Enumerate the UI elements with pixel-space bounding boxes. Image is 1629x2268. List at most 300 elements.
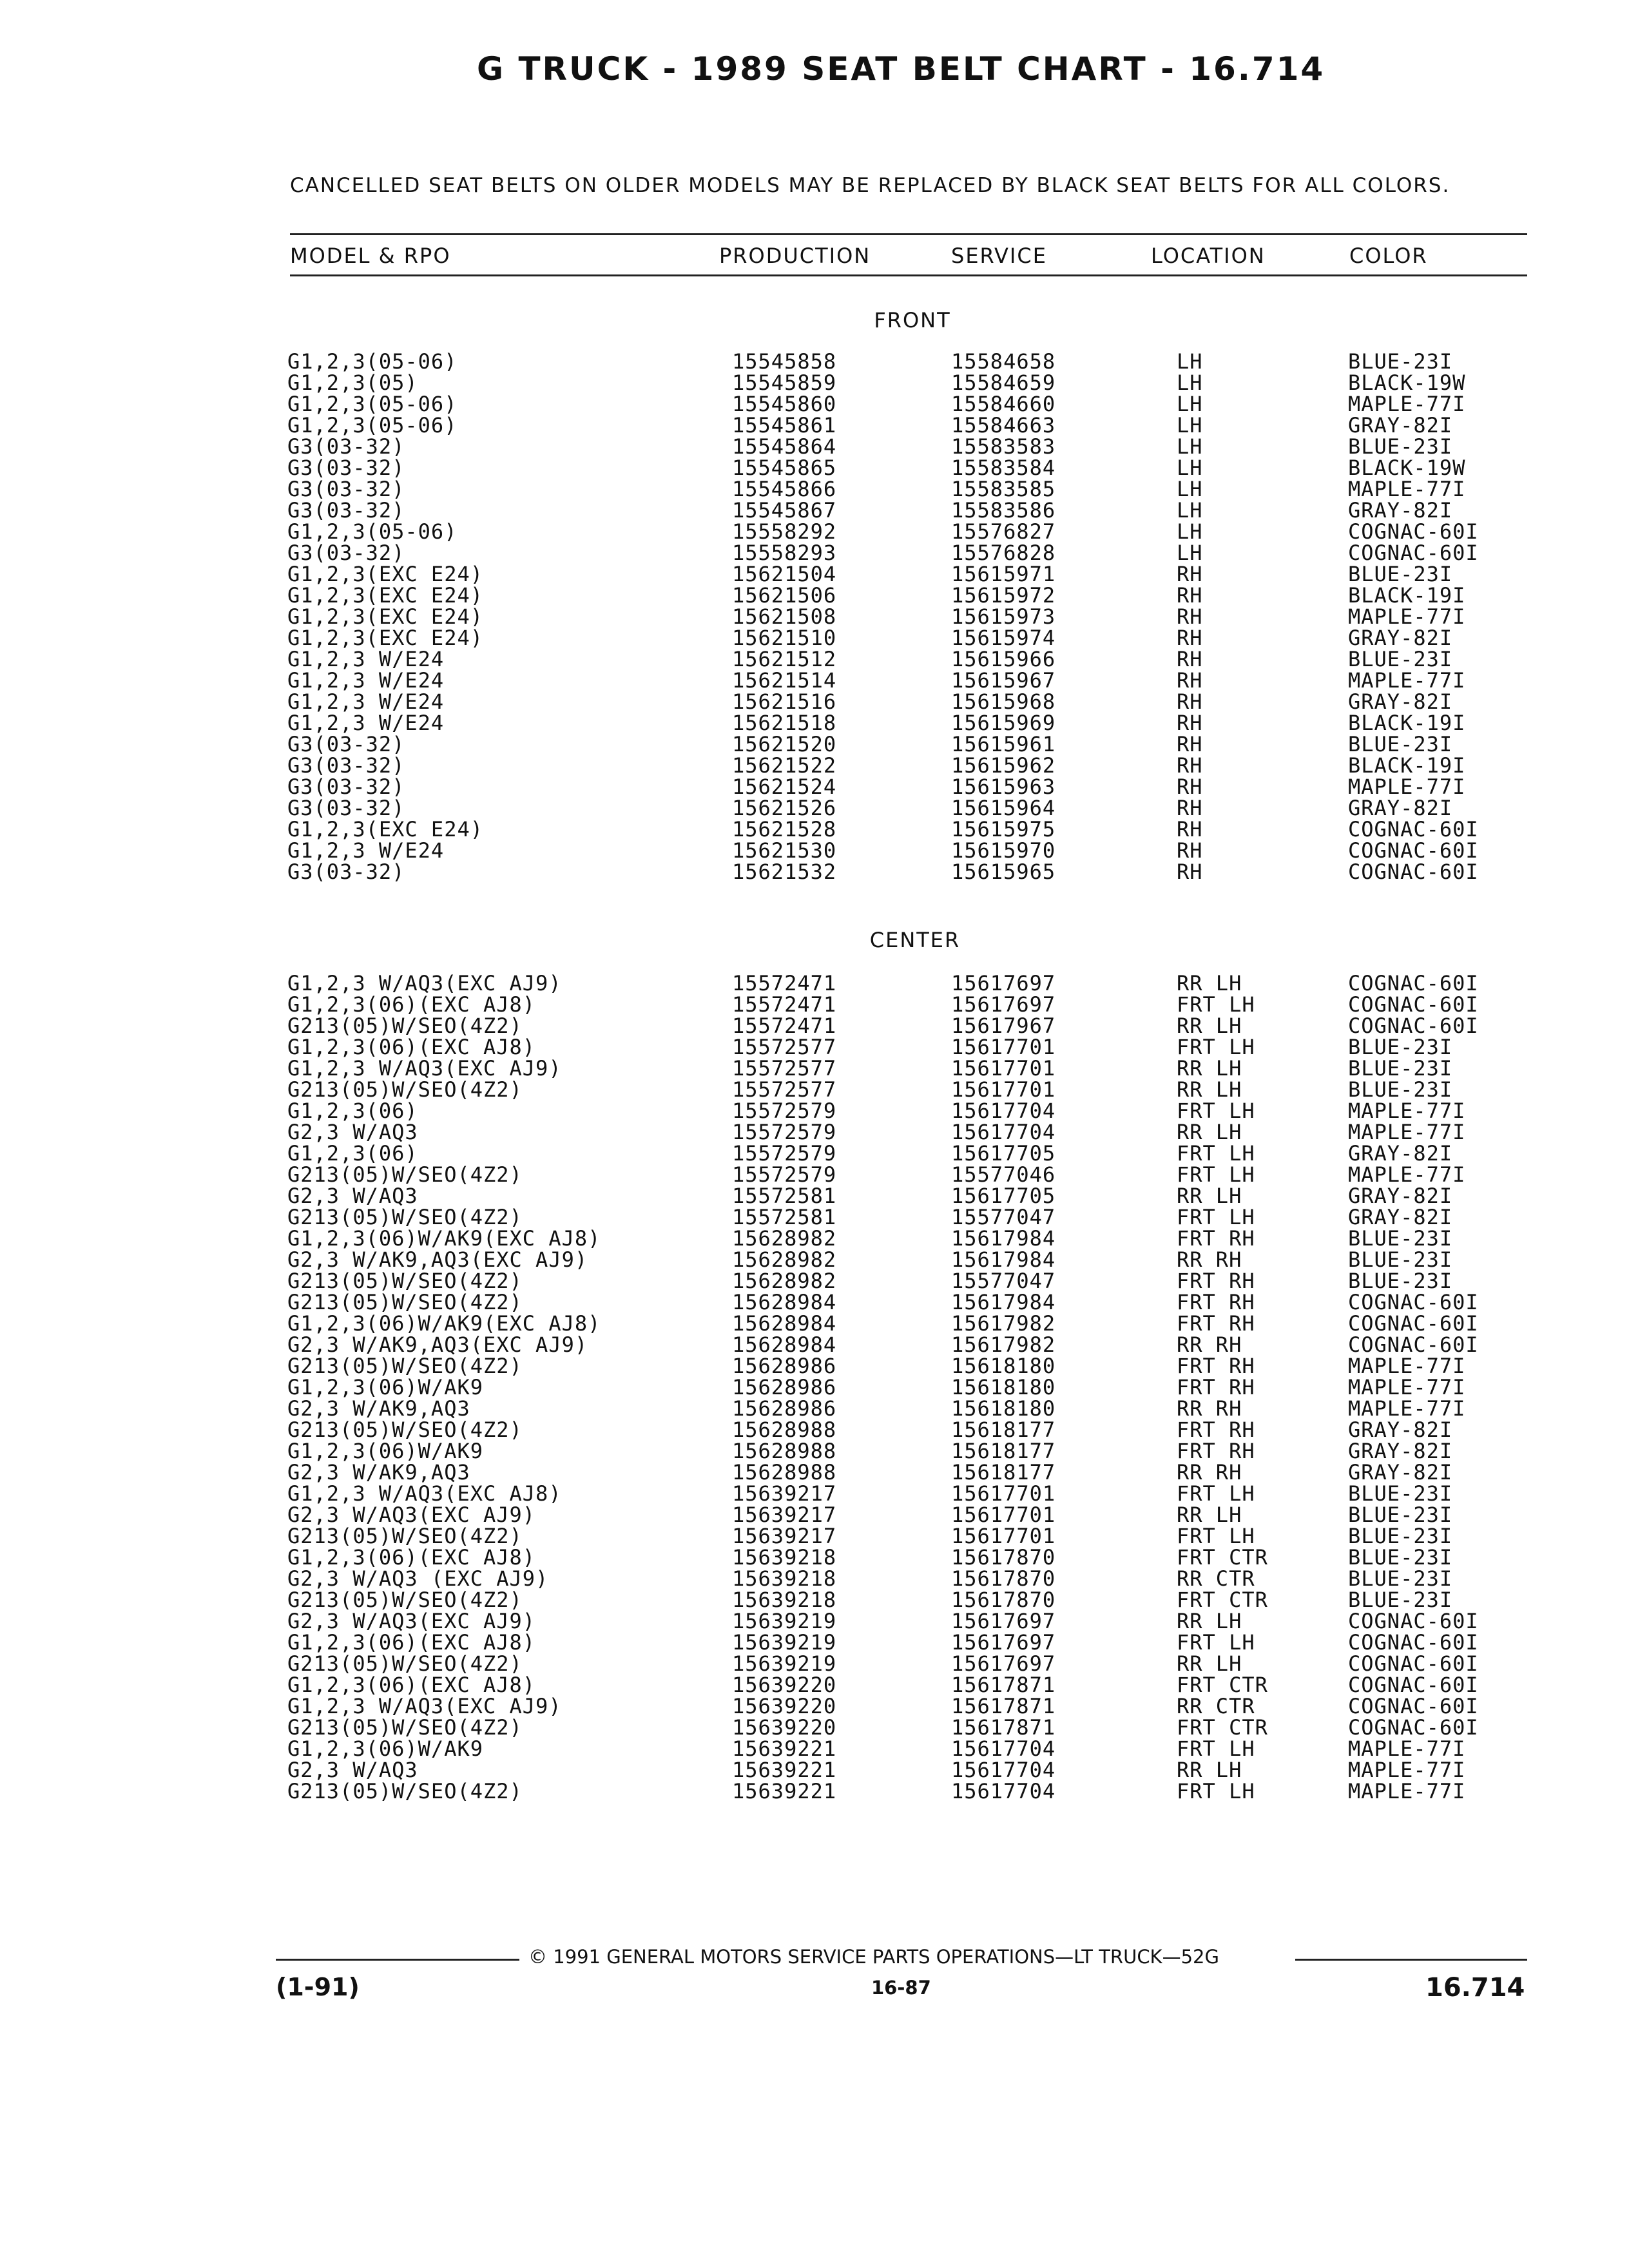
model-cell: G3(03-32) — [287, 732, 405, 756]
color-cell: BLUE-23I — [1348, 1056, 1453, 1081]
model-cell: G1,2,3(06) — [287, 1099, 418, 1123]
table-row — [287, 1143, 1537, 1164]
service-cell: 15615968 — [951, 689, 1056, 714]
service-cell: 15617701 — [951, 1077, 1056, 1102]
color-cell: MAPLE-77I — [1348, 1396, 1466, 1421]
color-cell: BLUE-23I — [1348, 1566, 1453, 1591]
color-cell: MAPLE-77I — [1348, 392, 1466, 416]
service-cell: 15615969 — [951, 711, 1056, 735]
table-row — [287, 1441, 1537, 1462]
table-row — [287, 1356, 1537, 1377]
service-cell: 15617697 — [951, 992, 1056, 1017]
service-cell: 15617701 — [951, 1503, 1056, 1527]
service-cell: 15617701 — [951, 1524, 1056, 1548]
color-cell: BLUE-23I — [1348, 1524, 1453, 1548]
color-cell: GRAY-82I — [1348, 1439, 1453, 1463]
service-cell: 15617697 — [951, 971, 1056, 995]
color-cell: BLACK-19I — [1348, 753, 1466, 778]
color-cell: BLUE-23I — [1348, 434, 1453, 459]
production-cell: 15621510 — [732, 626, 837, 650]
production-cell: 15621514 — [732, 668, 837, 693]
color-cell: GRAY-82I — [1348, 413, 1453, 437]
production-cell: 15572471 — [732, 971, 837, 995]
service-cell: 15615965 — [951, 860, 1056, 884]
location-cell: FRT RH — [1177, 1375, 1255, 1399]
table-row — [287, 1186, 1537, 1207]
location-cell: RH — [1177, 604, 1203, 629]
model-cell: G213(05)W/SEO(4Z2) — [287, 1290, 523, 1314]
color-cell: MAPLE-77I — [1348, 1162, 1466, 1187]
table-row — [287, 1419, 1537, 1441]
table-row — [287, 543, 1537, 564]
model-cell: G2,3 W/AK9,AQ3(EXC AJ9) — [287, 1332, 588, 1357]
location-cell: FRT RH — [1177, 1439, 1255, 1463]
location-cell: LH — [1177, 498, 1203, 523]
service-cell: 15615967 — [951, 668, 1056, 693]
production-cell: 15639220 — [732, 1715, 837, 1740]
location-cell: FRT LH — [1177, 992, 1255, 1017]
model-cell: G2,3 W/AQ3 — [287, 1758, 418, 1782]
table-row — [287, 1696, 1537, 1717]
model-cell: G2,3 W/AK9,AQ3 — [287, 1396, 470, 1421]
service-cell: 15584663 — [951, 413, 1056, 437]
location-cell: FRT RH — [1177, 1354, 1255, 1378]
location-cell: FRT LH — [1177, 1205, 1255, 1229]
model-cell: G213(05)W/SEO(4Z2) — [287, 1269, 523, 1293]
service-cell: 15618177 — [951, 1418, 1056, 1442]
production-cell: 15621512 — [732, 647, 837, 671]
location-cell: RR LH — [1177, 1609, 1242, 1633]
model-cell: G1,2,3(EXC E24) — [287, 562, 483, 586]
header-top-rule — [290, 233, 1527, 235]
model-cell: G1,2,3(06)W/AK9(EXC AJ8) — [287, 1311, 601, 1336]
color-cell: MAPLE-77I — [1348, 604, 1466, 629]
location-cell: RR RH — [1177, 1247, 1242, 1272]
location-cell: RH — [1177, 838, 1203, 863]
location-cell: RR RH — [1177, 1396, 1242, 1421]
service-cell: 15618180 — [951, 1396, 1056, 1421]
production-cell: 15572471 — [732, 992, 837, 1017]
model-cell: G1,2,3 W/AQ3(EXC AJ9) — [287, 1694, 562, 1718]
service-cell: 15617705 — [951, 1184, 1056, 1208]
production-cell: 15572577 — [732, 1077, 837, 1102]
color-cell: COGNAC-60I — [1348, 1014, 1479, 1038]
location-cell: LH — [1177, 456, 1203, 480]
service-cell: 15583586 — [951, 498, 1056, 523]
location-cell: LH — [1177, 349, 1203, 374]
table-row — [287, 1334, 1537, 1356]
color-cell: BLUE-23I — [1348, 1481, 1453, 1506]
table-row — [287, 1164, 1537, 1186]
service-cell: 15615973 — [951, 604, 1056, 629]
table-row — [287, 713, 1537, 734]
location-cell: RR LH — [1177, 1651, 1242, 1676]
color-cell: COGNAC-60I — [1348, 992, 1479, 1017]
production-cell: 15545866 — [732, 477, 837, 501]
table-row — [287, 1504, 1537, 1526]
location-cell: LH — [1177, 477, 1203, 501]
model-cell: G1,2,3(06)(EXC AJ8) — [287, 1035, 536, 1059]
color-cell: COGNAC-60I — [1348, 1715, 1479, 1740]
table-row — [287, 585, 1537, 606]
color-cell: MAPLE-77I — [1348, 668, 1466, 693]
color-cell: COGNAC-60I — [1348, 541, 1479, 565]
color-cell: MAPLE-77I — [1348, 1120, 1466, 1144]
table-row — [287, 394, 1537, 415]
service-cell: 15617871 — [951, 1673, 1056, 1697]
production-cell: 15621524 — [732, 774, 837, 799]
color-cell: BLUE-23I — [1348, 1247, 1453, 1272]
color-cell: COGNAC-60I — [1348, 860, 1479, 884]
center-table — [287, 973, 1537, 1802]
table-row — [287, 606, 1537, 628]
table-row — [287, 1058, 1537, 1079]
production-cell: 15639217 — [732, 1481, 837, 1506]
color-cell: BLACK-19W — [1348, 456, 1466, 480]
service-cell: 15617704 — [951, 1099, 1056, 1123]
service-cell: 15617701 — [951, 1481, 1056, 1506]
table-row — [287, 1760, 1537, 1781]
service-cell: 15617967 — [951, 1014, 1056, 1038]
location-cell: LH — [1177, 519, 1203, 544]
production-cell: 15572471 — [732, 1014, 837, 1038]
service-cell: 15617871 — [951, 1694, 1056, 1718]
color-cell: COGNAC-60I — [1348, 1651, 1479, 1676]
color-cell: GRAY-82I — [1348, 498, 1453, 523]
production-cell: 15628988 — [732, 1460, 837, 1485]
location-cell: RH — [1177, 647, 1203, 671]
production-cell: 15639221 — [732, 1758, 837, 1782]
production-cell: 15639219 — [732, 1630, 837, 1655]
production-cell: 15621528 — [732, 817, 837, 841]
location-cell: LH — [1177, 541, 1203, 565]
service-cell: 15617704 — [951, 1779, 1056, 1803]
model-cell: G1,2,3(EXC E24) — [287, 583, 483, 608]
front-table — [287, 351, 1537, 883]
location-cell: FRT CTR — [1177, 1715, 1268, 1740]
color-cell: BLUE-23I — [1348, 1503, 1453, 1527]
production-cell: 15545859 — [732, 370, 837, 395]
table-row — [287, 798, 1537, 819]
footer-revision-date: (1-91) — [276, 1973, 360, 2001]
table-row — [287, 372, 1537, 394]
table-row — [287, 628, 1537, 649]
color-cell: MAPLE-77I — [1348, 1099, 1466, 1123]
table-row — [287, 1271, 1537, 1292]
production-cell: 15628986 — [732, 1396, 837, 1421]
location-cell: RR LH — [1177, 971, 1242, 995]
service-cell: 15617704 — [951, 1758, 1056, 1782]
model-cell: G213(05)W/SEO(4Z2) — [287, 1524, 523, 1548]
service-cell: 15617704 — [951, 1120, 1056, 1144]
model-cell: G1,2,3(EXC E24) — [287, 626, 483, 650]
model-cell: G213(05)W/SEO(4Z2) — [287, 1162, 523, 1187]
production-cell: 15558292 — [732, 519, 837, 544]
model-cell: G2,3 W/AK9,AQ3(EXC AJ9) — [287, 1247, 588, 1272]
header-bottom-rule — [290, 274, 1527, 276]
production-cell: 15639218 — [732, 1545, 837, 1570]
location-cell: RR LH — [1177, 1014, 1242, 1038]
service-cell: 15577047 — [951, 1205, 1056, 1229]
production-cell: 15572577 — [732, 1056, 837, 1081]
production-cell: 15628988 — [732, 1418, 837, 1442]
location-cell: LH — [1177, 370, 1203, 395]
color-cell: GRAY-82I — [1348, 689, 1453, 714]
service-cell: 15615970 — [951, 838, 1056, 863]
table-row — [287, 1100, 1537, 1122]
header-color: COLOR — [1349, 244, 1428, 268]
service-cell: 15618177 — [951, 1460, 1056, 1485]
model-cell: G213(05)W/SEO(4Z2) — [287, 1588, 523, 1612]
color-cell: BLACK-19I — [1348, 711, 1466, 735]
model-cell: G3(03-32) — [287, 796, 405, 820]
production-cell: 15639219 — [732, 1609, 837, 1633]
production-cell: 15628984 — [732, 1290, 837, 1314]
model-cell: G2,3 W/AQ3 (EXC AJ9) — [287, 1566, 549, 1591]
model-cell: G1,2,3(06)(EXC AJ8) — [287, 1630, 536, 1655]
footer-page-number: 16-87 — [871, 1977, 931, 1999]
production-cell: 15621504 — [732, 562, 837, 586]
production-cell: 15639218 — [732, 1566, 837, 1591]
service-cell: 15615974 — [951, 626, 1056, 650]
location-cell: RR LH — [1177, 1184, 1242, 1208]
production-cell: 15621508 — [732, 604, 837, 629]
location-cell: FRT LH — [1177, 1481, 1255, 1506]
model-cell: G1,2,3(06)W/AK9 — [287, 1375, 483, 1399]
production-cell: 15628984 — [732, 1332, 837, 1357]
model-cell: G1,2,3 W/E24 — [287, 711, 445, 735]
location-cell: FRT CTR — [1177, 1545, 1268, 1570]
table-row — [287, 1037, 1537, 1058]
table-row — [287, 994, 1537, 1015]
model-cell: G3(03-32) — [287, 541, 405, 565]
production-cell: 15572577 — [732, 1035, 837, 1059]
service-cell: 15617697 — [951, 1651, 1056, 1676]
production-cell: 15572579 — [732, 1162, 837, 1187]
table-row — [287, 1079, 1537, 1100]
production-cell: 15621520 — [732, 732, 837, 756]
model-cell: G213(05)W/SEO(4Z2) — [287, 1651, 523, 1676]
location-cell: FRT LH — [1177, 1736, 1255, 1761]
location-cell: FRT LH — [1177, 1630, 1255, 1655]
model-cell: G1,2,3 W/AQ3(EXC AJ9) — [287, 971, 562, 995]
service-cell: 15617870 — [951, 1566, 1056, 1591]
production-cell: 15628984 — [732, 1311, 837, 1336]
location-cell: RR LH — [1177, 1120, 1242, 1144]
location-cell: RH — [1177, 689, 1203, 714]
table-row — [287, 1122, 1537, 1143]
page-title: G TRUCK - 1989 SEAT BELT CHART - 16.714 — [477, 50, 1325, 88]
location-cell: RR LH — [1177, 1056, 1242, 1081]
location-cell: RH — [1177, 774, 1203, 799]
color-cell: MAPLE-77I — [1348, 1779, 1466, 1803]
header-production: PRODUCTION — [719, 244, 871, 268]
cancelled-belts-note: CANCELLED SEAT BELTS ON OLDER MODELS MAY BE REPLACED BY BLACK SEAT BELTS FOR ALL COLORS. — [290, 174, 1451, 197]
color-cell: MAPLE-77I — [1348, 1375, 1466, 1399]
location-cell: LH — [1177, 392, 1203, 416]
table-row — [287, 1377, 1537, 1398]
production-cell: 15572579 — [732, 1099, 837, 1123]
table-row — [287, 734, 1537, 755]
footer-rule-right — [1295, 1959, 1527, 1961]
color-cell: GRAY-82I — [1348, 1460, 1453, 1485]
production-cell: 15628982 — [732, 1247, 837, 1272]
table-row — [287, 670, 1537, 691]
table-row — [287, 1249, 1537, 1271]
model-cell: G3(03-32) — [287, 477, 405, 501]
service-cell: 15584659 — [951, 370, 1056, 395]
table-row — [287, 1717, 1537, 1738]
service-cell: 15583583 — [951, 434, 1056, 459]
location-cell: FRT RH — [1177, 1269, 1255, 1293]
model-cell: G1,2,3 W/E24 — [287, 668, 445, 693]
color-cell: BLUE-23I — [1348, 562, 1453, 586]
production-cell: 15639221 — [732, 1736, 837, 1761]
color-cell: BLUE-23I — [1348, 1269, 1453, 1293]
location-cell: RR CTR — [1177, 1566, 1255, 1591]
table-row — [287, 500, 1537, 521]
table-row — [287, 1398, 1537, 1419]
color-cell: BLUE-23I — [1348, 1077, 1453, 1102]
service-cell: 15617705 — [951, 1141, 1056, 1166]
table-row — [287, 1292, 1537, 1313]
table-row — [287, 1526, 1537, 1547]
model-cell: G1,2,3(05-06) — [287, 413, 458, 437]
table-row — [287, 1738, 1537, 1760]
header-location: LOCATION — [1151, 244, 1266, 268]
location-cell: RR LH — [1177, 1077, 1242, 1102]
color-cell: COGNAC-60I — [1348, 1673, 1479, 1697]
table-row — [287, 1675, 1537, 1696]
table-row — [287, 1653, 1537, 1675]
production-cell: 15545864 — [732, 434, 837, 459]
color-cell: BLACK-19I — [1348, 583, 1466, 608]
section-label-front: FRONT — [874, 308, 951, 332]
location-cell: RH — [1177, 562, 1203, 586]
color-cell: GRAY-82I — [1348, 1184, 1453, 1208]
table-row — [287, 1462, 1537, 1483]
location-cell: FRT RH — [1177, 1226, 1255, 1251]
production-cell: 15621532 — [732, 860, 837, 884]
table-row — [287, 819, 1537, 840]
production-cell: 15621518 — [732, 711, 837, 735]
production-cell: 15639218 — [732, 1588, 837, 1612]
location-cell: RH — [1177, 626, 1203, 650]
model-cell: G2,3 W/AQ3(EXC AJ9) — [287, 1503, 536, 1527]
color-cell: GRAY-82I — [1348, 1141, 1453, 1166]
service-cell: 15583584 — [951, 456, 1056, 480]
footer-section-number: 16.714 — [1425, 1973, 1525, 2003]
model-cell: G213(05)W/SEO(4Z2) — [287, 1418, 523, 1442]
color-cell: COGNAC-60I — [1348, 971, 1479, 995]
production-cell: 15572581 — [732, 1205, 837, 1229]
service-cell: 15617982 — [951, 1332, 1056, 1357]
table-row — [287, 1590, 1537, 1611]
color-cell: MAPLE-77I — [1348, 1354, 1466, 1378]
table-row — [287, 649, 1537, 670]
color-cell: COGNAC-60I — [1348, 1332, 1479, 1357]
model-cell: G1,2,3 W/AQ3(EXC AJ8) — [287, 1481, 562, 1506]
table-row — [287, 1207, 1537, 1228]
model-cell: G3(03-32) — [287, 860, 405, 884]
service-cell: 15583585 — [951, 477, 1056, 501]
production-cell: 15545861 — [732, 413, 837, 437]
service-cell: 15618180 — [951, 1354, 1056, 1378]
model-cell: G2,3 W/AK9,AQ3 — [287, 1460, 470, 1485]
model-cell: G3(03-32) — [287, 456, 405, 480]
model-cell: G1,2,3(06)(EXC AJ8) — [287, 1545, 536, 1570]
model-cell: G213(05)W/SEO(4Z2) — [287, 1014, 523, 1038]
location-cell: RR RH — [1177, 1460, 1242, 1485]
model-cell: G1,2,3(06)(EXC AJ8) — [287, 1673, 536, 1697]
model-cell: G2,3 W/AQ3(EXC AJ9) — [287, 1609, 536, 1633]
table-row — [287, 691, 1537, 713]
color-cell: MAPLE-77I — [1348, 477, 1466, 501]
location-cell: LH — [1177, 413, 1203, 437]
color-cell: COGNAC-60I — [1348, 817, 1479, 841]
model-cell: G3(03-32) — [287, 753, 405, 778]
model-cell: G1,2,3(05-06) — [287, 349, 458, 374]
service-cell: 15617701 — [951, 1035, 1056, 1059]
production-cell: 15621522 — [732, 753, 837, 778]
model-cell: G1,2,3(05-06) — [287, 392, 458, 416]
location-cell: FRT LH — [1177, 1141, 1255, 1166]
model-cell: G2,3 W/AQ3 — [287, 1120, 418, 1144]
table-row — [287, 564, 1537, 585]
service-cell: 15615975 — [951, 817, 1056, 841]
model-cell: G1,2,3(06)W/AK9 — [287, 1439, 483, 1463]
location-cell: FRT CTR — [1177, 1588, 1268, 1612]
service-cell: 15617870 — [951, 1545, 1056, 1570]
model-cell: G3(03-32) — [287, 434, 405, 459]
production-cell: 15628988 — [732, 1439, 837, 1463]
table-row — [287, 973, 1537, 994]
location-cell: RR LH — [1177, 1503, 1242, 1527]
table-row — [287, 479, 1537, 500]
location-cell: RH — [1177, 583, 1203, 608]
table-row — [287, 861, 1537, 883]
model-cell: G1,2,3(06)W/AK9 — [287, 1736, 483, 1761]
table-row — [287, 1611, 1537, 1632]
color-cell: MAPLE-77I — [1348, 1758, 1466, 1782]
production-cell: 15621526 — [732, 796, 837, 820]
location-cell: FRT RH — [1177, 1290, 1255, 1314]
location-cell: RH — [1177, 711, 1203, 735]
model-cell: G1,2,3(EXC E24) — [287, 817, 483, 841]
table-row — [287, 436, 1537, 457]
color-cell: COGNAC-60I — [1348, 519, 1479, 544]
production-cell: 15639220 — [732, 1673, 837, 1697]
color-cell: BLUE-23I — [1348, 1588, 1453, 1612]
model-cell: G3(03-32) — [287, 774, 405, 799]
location-cell: FRT LH — [1177, 1524, 1255, 1548]
production-cell: 15621506 — [732, 583, 837, 608]
model-cell: G213(05)W/SEO(4Z2) — [287, 1205, 523, 1229]
model-cell: G1,2,3(05-06) — [287, 519, 458, 544]
service-cell: 15617697 — [951, 1630, 1056, 1655]
model-cell: G213(05)W/SEO(4Z2) — [287, 1779, 523, 1803]
footer-rule-left — [276, 1959, 519, 1961]
table-row — [287, 1781, 1537, 1802]
table-row — [287, 1632, 1537, 1653]
table-row — [287, 1483, 1537, 1504]
color-cell: MAPLE-77I — [1348, 1736, 1466, 1761]
service-cell: 15615972 — [951, 583, 1056, 608]
model-cell: G213(05)W/SEO(4Z2) — [287, 1715, 523, 1740]
location-cell: FRT CTR — [1177, 1673, 1268, 1697]
color-cell: COGNAC-60I — [1348, 1694, 1479, 1718]
production-cell: 15572581 — [732, 1184, 837, 1208]
